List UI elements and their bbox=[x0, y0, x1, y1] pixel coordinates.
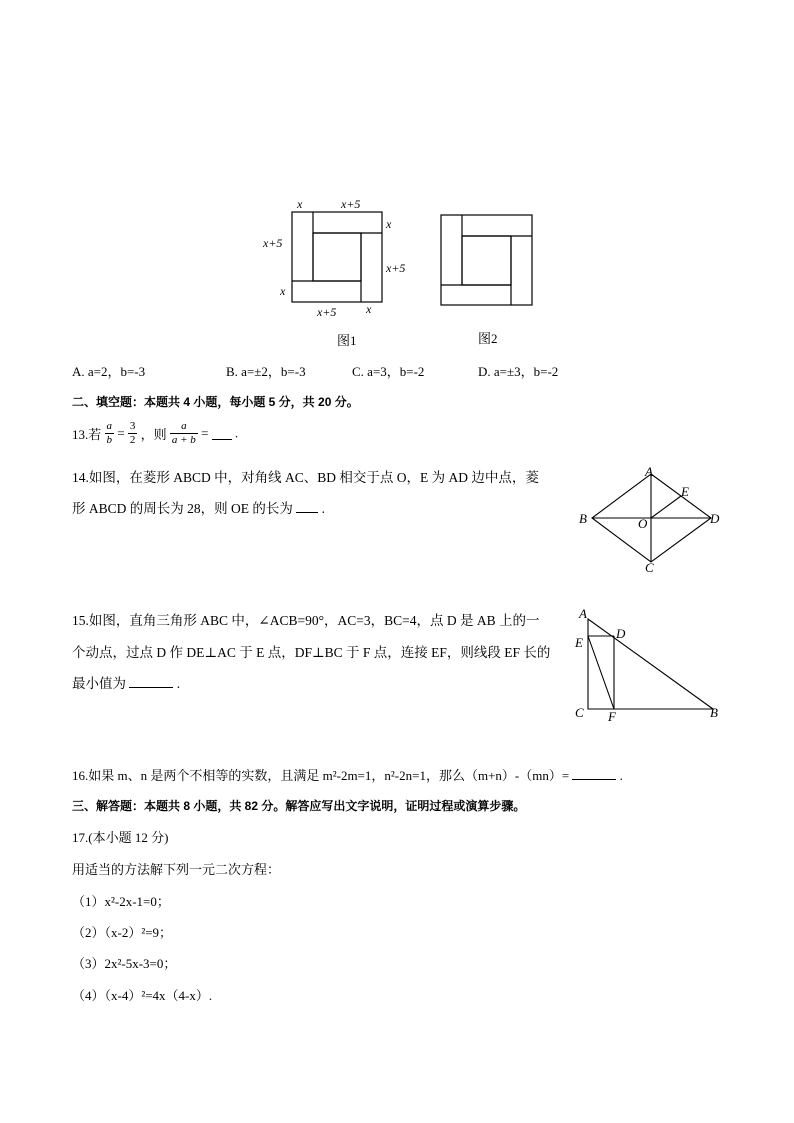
triangle-label-a: A bbox=[579, 606, 587, 621]
q13-frac1-num: a bbox=[106, 420, 113, 432]
triangle-label-e: E bbox=[575, 635, 583, 650]
q13-prefix: 13.若 bbox=[72, 427, 102, 442]
q16-text: 16.如果 m、n 是两个不相等的实数，且满足 m²-2m=1，n²-2n=1，那么（m+n）-（mn）= bbox=[72, 768, 570, 783]
q13-frac3-num: a bbox=[170, 420, 198, 434]
label-x5-right: x+5 bbox=[386, 261, 406, 275]
q14-line-2 bbox=[72, 497, 325, 517]
label-x-top-right: x bbox=[386, 217, 392, 231]
q13-mid: ，则 bbox=[140, 427, 167, 442]
q17-item-2: （2）（x-2）²=9； bbox=[72, 925, 173, 940]
q16-end: . bbox=[619, 768, 623, 783]
q13-frac1-den: b bbox=[106, 434, 113, 446]
triangle-label-d: D bbox=[616, 626, 626, 641]
q13-fraction-3-over-2 bbox=[128, 420, 138, 447]
triangle-label-c: C bbox=[575, 705, 584, 720]
q16-answer-blank bbox=[572, 767, 616, 780]
square-figures bbox=[250, 192, 550, 357]
figure-2 bbox=[441, 215, 532, 305]
q13-frac3-den: a + b bbox=[171, 434, 196, 446]
rhombus-label-b: B bbox=[579, 511, 587, 526]
q13-equals: = bbox=[117, 425, 125, 441]
q15-end: . bbox=[176, 676, 181, 691]
q15-line-2: 个动点，过点 D 作 DE⊥AC 于 E 点，DF⊥BC 于 F 点，连接 EF，则线段 EF 长的 bbox=[72, 645, 551, 660]
figure-1 bbox=[292, 212, 382, 302]
q13-answer-blank bbox=[212, 427, 232, 440]
q17-item-1: （1）x²-2x-1=0； bbox=[72, 894, 170, 909]
rhombus-label-e: E bbox=[681, 484, 689, 499]
q13-end: . bbox=[234, 425, 239, 441]
rhombus-figure bbox=[574, 463, 724, 573]
label-x5-left: x+5 bbox=[263, 236, 283, 250]
q14-end: . bbox=[321, 501, 326, 516]
q13-suffix: = bbox=[201, 425, 209, 441]
figure-1-caption: 图1 bbox=[337, 333, 357, 348]
rhombus-label-d: D bbox=[710, 511, 720, 526]
section-3-heading: 三、解答题：本题共 8 小题，共 82 分。解答应写出文字说明，证明过程或演算步骤。 bbox=[72, 799, 526, 813]
rhombus-label-c: C bbox=[645, 560, 654, 573]
q12-option-c: C. a=3，b=-2 bbox=[352, 364, 425, 379]
q12-option-a: A. a=2，b=-3 bbox=[72, 364, 146, 379]
label-x5-top: x+5 bbox=[341, 197, 361, 211]
q15-answer-blank bbox=[129, 675, 173, 688]
question-16 bbox=[72, 765, 623, 784]
q17-item-4: （4）（x-4）²=4x（4-x）. bbox=[72, 988, 213, 1003]
q12-option-b: B. a=±2，b=-3 bbox=[226, 364, 306, 379]
q13-frac2-num: 3 bbox=[129, 420, 136, 432]
label-x-bottom-right: x bbox=[366, 302, 372, 316]
q15-line-3 bbox=[72, 672, 180, 692]
figure-1-labels bbox=[262, 197, 405, 319]
label-x5-bottom: x+5 bbox=[317, 305, 337, 319]
rhombus-label-a: A bbox=[645, 464, 653, 479]
q14-answer-blank bbox=[296, 500, 318, 513]
label-x-top-left: x bbox=[297, 197, 303, 211]
right-triangle-figure bbox=[570, 604, 730, 726]
q15-line-3-text: 最小值为 bbox=[72, 676, 126, 691]
section-2-heading: 二、填空题：本题共 4 小题，每小题 5 分，共 20 分。 bbox=[72, 395, 359, 409]
q13-fraction-a-over-b bbox=[105, 420, 115, 447]
question-13 bbox=[72, 420, 238, 447]
q13-frac2-den: 2 bbox=[129, 434, 136, 446]
q13-fraction-a-over-a-plus-b bbox=[170, 420, 198, 447]
label-x-bottom-left: x bbox=[280, 284, 286, 298]
figure-2-caption: 图2 bbox=[478, 331, 498, 346]
rhombus-label-o: O bbox=[638, 516, 648, 531]
q17-intro: 用适当的方法解下列一元二次方程： bbox=[72, 862, 281, 877]
q17-item-3: （3）2x²-5x-3=0； bbox=[72, 956, 177, 971]
q14-line-1: 14.如图，在菱形 ABCD 中，对角线 AC、BD 相交于点 O，E 为 AD 边中点，菱 bbox=[72, 470, 539, 485]
q15-line-1: 15.如图，直角三角形 ABC 中，∠ACB=90°，AC=3，BC=4，点 D 是 AB 上的一 bbox=[72, 613, 540, 628]
q17-title: 17.(本小题 12 分) bbox=[72, 830, 169, 845]
triangle-label-f: F bbox=[608, 709, 616, 724]
q14-line-2-text: 形 ABCD 的周长为 28，则 OE 的长为 bbox=[72, 501, 293, 516]
q12-option-d: D. a=±3，b=-2 bbox=[478, 364, 559, 379]
triangle-label-b: B bbox=[710, 705, 718, 720]
